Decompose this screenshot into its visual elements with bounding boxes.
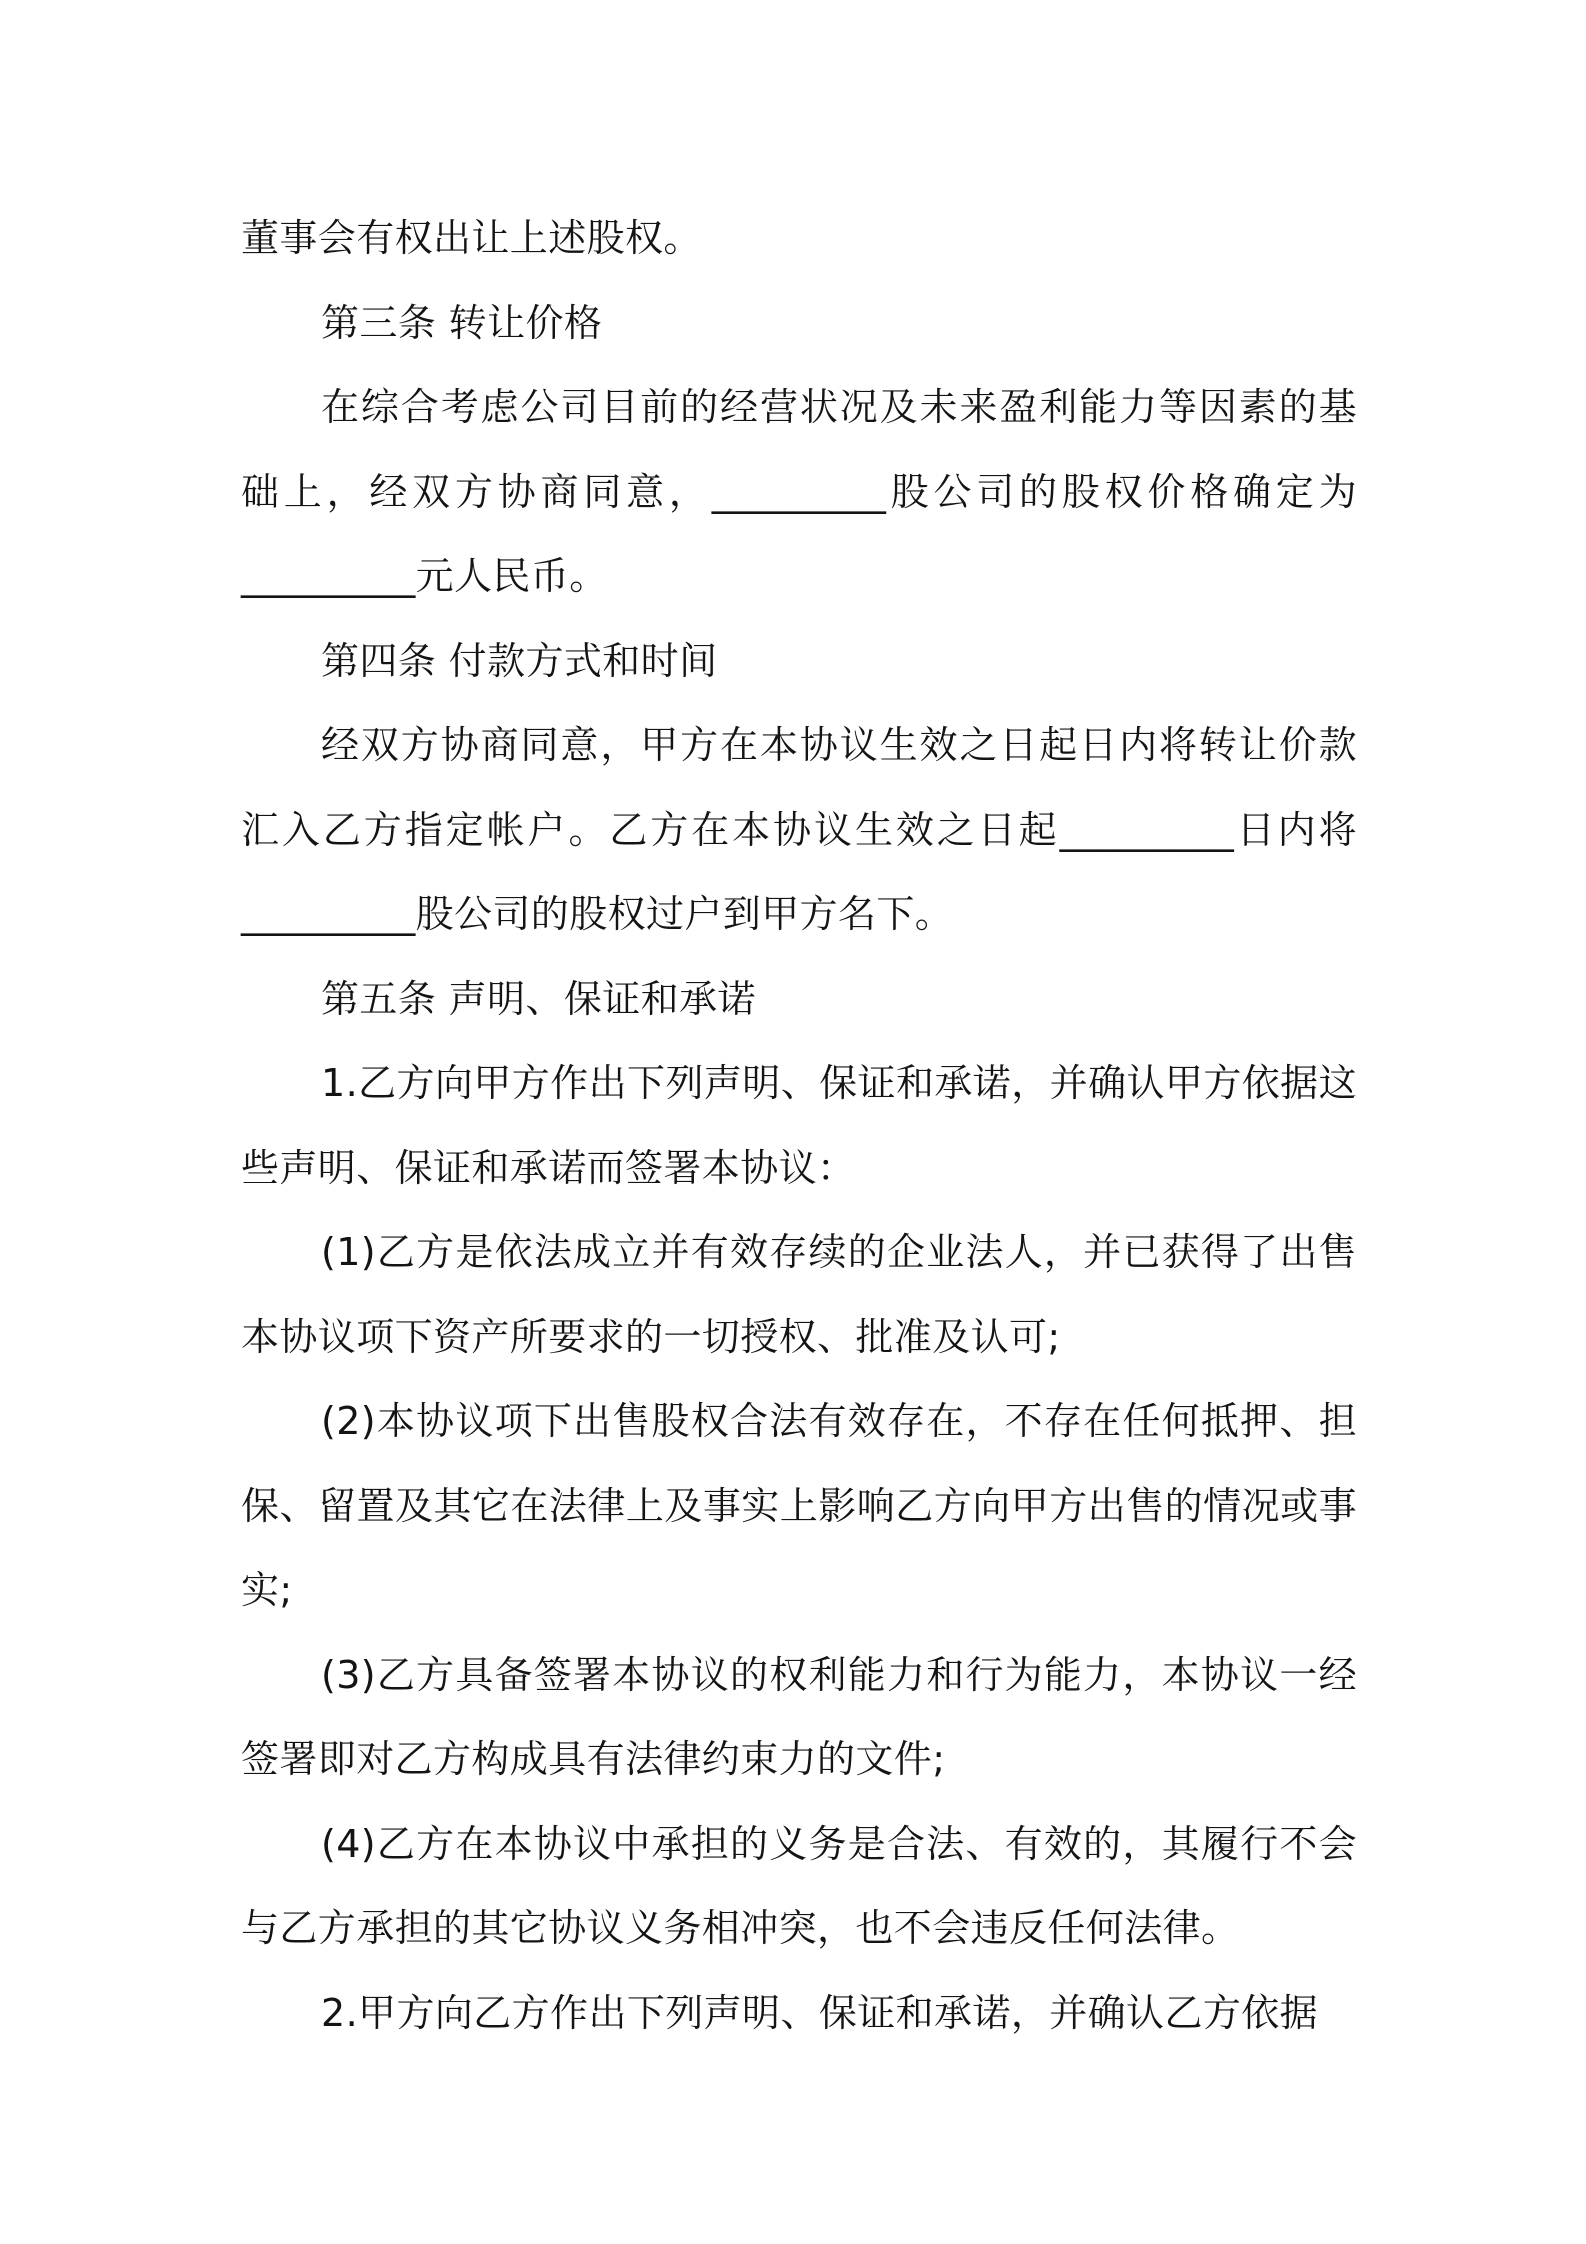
clause-1-item-1: (1)乙方是依法成立并有效存续的企业法人，并已获得了出售本协议项下资产所要求的一切授权、批准及认可; — [241, 1230, 1357, 1359]
document-body — [241, 196, 1357, 2055]
clause-2-intro: 2.甲方向乙方作出下列声明、保证和承诺，并确认乙方依据 — [321, 1990, 1319, 2035]
article-3-heading: 第三条 转让价格 — [321, 300, 603, 345]
article-5-heading: 第五条 声明、保证和承诺 — [321, 976, 756, 1021]
clause-1-intro: 1.乙方向甲方作出下列声明、保证和承诺，并确认甲方依据这些声明、保证和承诺而签署本协议： — [241, 1061, 1357, 1190]
clause-1-item-4: (4)乙方在本协议中承担的义务是合法、有效的，其履行不会与乙方承担的其它协议义务相冲突，也不会违反任何法律。 — [241, 1821, 1357, 1950]
paragraph-continuation: 董事会有权出让上述股权。 — [241, 216, 702, 260]
article-3-body: 在综合考虑公司目前的经营状况及未来盈利能力等因素的基础上，经双方协商同意，_________股公司的股权价格确定为_________元人民币。 — [241, 385, 1357, 598]
clause-1-item-3: (3)乙方具备签署本协议的权利能力和行为能力，本协议一经签署即对乙方构成具有法律约束力的文件; — [241, 1652, 1357, 1781]
clause-1-item-2: (2)本协议项下出售股权合法有效存在，不存在任何抵押、担保、留置及其它在法律上及事实上影响乙方向甲方出售的情况或事实; — [241, 1399, 1357, 1612]
article-4-heading: 第四条 付款方式和时间 — [321, 638, 718, 683]
article-4-body: 经双方协商同意，甲方在本协议生效之日起日内将转让价款汇入乙方指定帐户。乙方在本协议生效之日起_________日内将_________股公司的股权过户到甲方名下。 — [241, 723, 1357, 936]
